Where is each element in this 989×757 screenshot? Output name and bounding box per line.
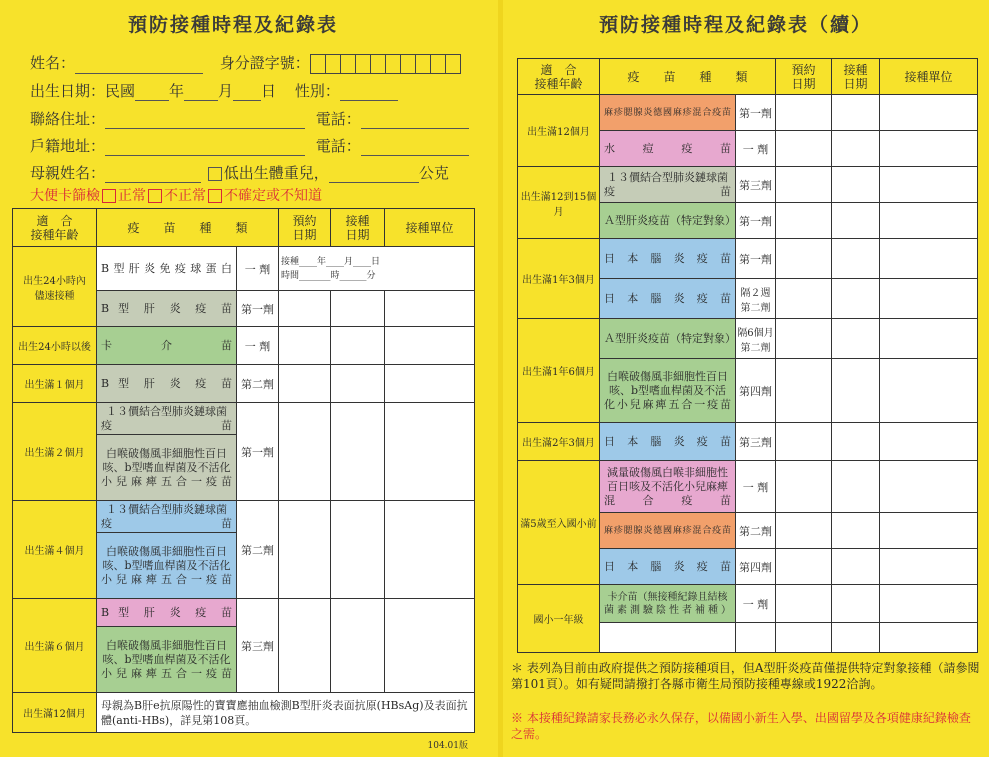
address-row	[30, 108, 469, 129]
planned-cell[interactable]	[776, 95, 832, 131]
vaccine-cell: 日 本 腦 炎 疫 苗	[600, 549, 736, 585]
lowweight-checkbox[interactable]	[208, 167, 222, 181]
vaccine-cell: 白喉破傷風非細胞性百日咳、b型嗜血桿菌及不活化小兒麻痺五合一疫苗	[600, 359, 736, 423]
name-field[interactable]	[75, 58, 203, 74]
dose-cell: 第一劑	[736, 95, 776, 131]
phone1-label: 電話：	[315, 110, 361, 128]
dose-cell: 一 劑	[736, 585, 776, 623]
vaccine-cell: １３價結合型肺炎鏈球菌疫苗	[97, 403, 237, 435]
table-row	[518, 319, 978, 359]
vaccine-cell: 減量破傷風白喉非細胞性百日咳及不活化小兒麻痺混合疫苗	[600, 461, 736, 513]
unit-cell[interactable]	[880, 549, 978, 585]
abnormal-label: 不正常	[164, 188, 206, 204]
unit-cell[interactable]	[385, 327, 475, 365]
dose-cell: 一 劑	[237, 327, 279, 365]
dose-cell: 第二劑	[237, 501, 279, 599]
birth-row	[30, 80, 398, 101]
sex-label: 性別：	[294, 82, 340, 100]
planned-cell[interactable]	[776, 167, 832, 203]
unit-cell[interactable]	[385, 365, 475, 403]
vaccine-cell: B型肝炎免疫球蛋白	[97, 247, 237, 291]
planned-cell[interactable]	[776, 623, 832, 653]
screening-label: 大便卡篩檢	[30, 188, 100, 204]
age-cell: 出生滿１個月	[13, 365, 97, 403]
age-cell: 出生滿1年6個月	[518, 319, 600, 423]
hbig-date-note: 接種____年____月____日	[281, 256, 381, 267]
unit-cell[interactable]	[880, 319, 978, 359]
dose-cell: 第二劑	[237, 365, 279, 403]
given-cell[interactable]	[832, 167, 880, 203]
dose-cell: 一 劑	[736, 131, 776, 167]
given-cell[interactable]	[832, 239, 880, 279]
vaccine-cell: 卡介苗（無接種紀錄且結核菌素測驗陰性者補種）	[600, 585, 736, 623]
header-vaccine: 疫 苗 種 類	[97, 209, 279, 247]
header-given: 接種 日期	[832, 59, 880, 95]
unit-cell[interactable]	[880, 239, 978, 279]
household-field[interactable]	[105, 140, 305, 156]
table-row	[13, 247, 475, 291]
unsure-label: 不確定或不知道	[224, 188, 322, 204]
given-cell[interactable]	[832, 623, 880, 653]
normal-label: 正常	[118, 188, 146, 204]
given-cell[interactable]	[832, 461, 880, 513]
age-cell: 出生滿12個月	[518, 95, 600, 167]
unit-cell[interactable]	[880, 513, 978, 549]
dose-cell: 隔6個月 第二劑	[736, 319, 776, 359]
planned-cell[interactable]	[776, 549, 832, 585]
given-cell[interactable]	[331, 365, 385, 403]
age-cell: 出生滿2年3個月	[518, 423, 600, 461]
vaccine-cell: 白喉破傷風非細胞性百日咳、b型嗜血桿菌及不活化小兒麻痺五合一疫苗	[97, 627, 237, 693]
table-row	[13, 501, 475, 533]
planned-cell[interactable]	[776, 131, 832, 167]
extra-vaccine-cell[interactable]	[600, 623, 736, 653]
age-cell: 出生滿４個月	[13, 501, 97, 599]
vaccine-cell: B 型 肝 炎 疫 苗	[97, 291, 237, 327]
dose-cell: 第一劑	[237, 291, 279, 327]
unit-cell[interactable]	[880, 203, 978, 239]
vaccine-cell: B 型 肝 炎 疫 苗	[97, 365, 237, 403]
left-schedule-table	[12, 208, 475, 733]
given-cell[interactable]	[331, 403, 385, 501]
unit-cell[interactable]	[880, 585, 978, 623]
phone2-field[interactable]	[361, 140, 469, 156]
unit-cell[interactable]	[385, 291, 475, 327]
age-cell: 出生24小時內 儘速接種	[13, 247, 97, 327]
age-cell: 出生滿12個月	[13, 693, 97, 733]
planned-cell[interactable]	[279, 365, 331, 403]
vaccine-cell: Ａ型肝炎疫苗（特定對象）	[600, 203, 736, 239]
table-row	[518, 423, 978, 461]
header-age: 適 合 接種年齡	[518, 59, 600, 95]
vaccine-cell: 日 本 腦 炎 疫 苗	[600, 279, 736, 319]
dose-cell: 第二劑	[736, 513, 776, 549]
table-row	[518, 239, 978, 279]
header-age: 適 合 接種年齡	[13, 209, 97, 247]
month-label: 月	[218, 82, 234, 100]
name-label: 姓名：	[30, 54, 76, 72]
dose-cell: 隔２週 第二劑	[736, 279, 776, 319]
unit-cell[interactable]	[385, 501, 475, 599]
unit-cell[interactable]	[385, 599, 475, 693]
planned-cell[interactable]	[776, 279, 832, 319]
address-field[interactable]	[105, 113, 305, 129]
right-title: 預防接種時程及紀錄表（續）	[599, 14, 873, 36]
table-row	[518, 461, 978, 513]
dose-cell: 第四劑	[736, 359, 776, 423]
given-cell[interactable]	[832, 279, 880, 319]
table-row	[518, 585, 978, 623]
header-unit: 接種單位	[385, 209, 475, 247]
given-cell[interactable]	[832, 549, 880, 585]
birth-month-field[interactable]	[184, 85, 218, 101]
given-cell[interactable]	[331, 327, 385, 365]
dose-cell: 一 劑	[237, 247, 279, 291]
vaccine-cell: １３價結合型肺炎鏈球菌疫苗	[97, 501, 237, 533]
planned-cell[interactable]	[776, 585, 832, 623]
dose-cell: 第一劑	[736, 239, 776, 279]
vaccine-cell: 白喉破傷風非細胞性百日咳、b型嗜血桿菌及不活化小兒麻痺五合一疫苗	[97, 435, 237, 501]
left-title: 預防接種時程及紀錄表	[128, 14, 339, 36]
unit-cell[interactable]	[880, 95, 978, 131]
dose-cell: 第三劑	[736, 423, 776, 461]
dose-cell: 第一劑	[736, 203, 776, 239]
table-row	[518, 95, 978, 131]
header-planned: 預約 日期	[776, 59, 832, 95]
planned-cell[interactable]	[279, 327, 331, 365]
age-cell: 出生滿12到15個月	[518, 167, 600, 239]
table-row	[13, 599, 475, 627]
given-cell[interactable]	[331, 501, 385, 599]
header-unit: 接種單位	[880, 59, 978, 95]
hbig-time-note: 時間_______時______分	[281, 270, 376, 281]
dose-cell: 第三劑	[237, 599, 279, 693]
normal-checkbox[interactable]	[102, 189, 116, 203]
mother-label: 母親姓名：	[30, 164, 106, 182]
unit-cell[interactable]	[385, 403, 475, 501]
given-cell[interactable]	[832, 203, 880, 239]
age-cell: 出生24小時以後	[13, 327, 97, 365]
given-cell[interactable]	[832, 131, 880, 167]
age-cell: 滿5歲至入國小前	[518, 461, 600, 585]
dose-cell: 一 劑	[736, 461, 776, 513]
planned-cell[interactable]	[776, 461, 832, 513]
vaccine-cell: Ａ型肝炎疫苗（特定對象）	[600, 319, 736, 359]
extra-dose-cell[interactable]	[736, 623, 776, 653]
unit-cell[interactable]	[880, 461, 978, 513]
vaccine-cell: 日 本 腦 炎 疫 苗	[600, 239, 736, 279]
weight-field[interactable]	[329, 167, 419, 183]
table-row	[13, 327, 475, 365]
age-cell: 出生滿1年3個月	[518, 239, 600, 319]
planned-cell[interactable]	[776, 239, 832, 279]
age-cell: 出生滿２個月	[13, 403, 97, 501]
sex-field[interactable]	[340, 85, 398, 101]
name-row	[30, 52, 460, 74]
household-label: 戶籍地址：	[30, 137, 106, 155]
right-page	[503, 0, 989, 757]
planned-cell[interactable]	[776, 513, 832, 549]
header-given: 接種 日期	[331, 209, 385, 247]
unit-cell[interactable]	[880, 623, 978, 653]
given-cell[interactable]	[331, 599, 385, 693]
right-schedule-table	[517, 58, 978, 653]
planned-cell[interactable]	[776, 423, 832, 461]
given-cell[interactable]	[832, 319, 880, 359]
lowweight-label: 低出生體重兒，	[223, 164, 329, 182]
planned-cell[interactable]	[279, 291, 331, 327]
unsure-checkbox[interactable]	[208, 189, 222, 203]
keep-record-note: ※ 本接種紀錄請家長務必永久保存，以備國小新生入學、出國留學及各項健康紀錄檢查之需。	[511, 711, 971, 741]
table-row	[13, 365, 475, 403]
unit-cell[interactable]	[880, 359, 978, 423]
vaccine-cell: 日 本 腦 炎 疫 苗	[600, 423, 736, 461]
phone1-field[interactable]	[361, 113, 469, 129]
header-planned: 預約 日期	[279, 209, 331, 247]
unit-cell[interactable]	[880, 131, 978, 167]
vaccine-cell: １３價結合型肺炎鏈球菌疫苗	[600, 167, 736, 203]
given-cell[interactable]	[832, 585, 880, 623]
id-label: 身分證字號：	[219, 54, 310, 72]
birth-day-field[interactable]	[233, 85, 261, 101]
age-cell: 出生滿６個月	[13, 599, 97, 693]
year-label: 年	[169, 82, 185, 100]
table-row	[13, 693, 475, 733]
header-vaccine: 疫 苗 種 類	[600, 59, 776, 95]
hbsag-note: 母親為B肝e抗原陽性的寶寶應抽血檢測B型肝炎表面抗原(HBsAg)及表面抗體(anti-HBs)，詳見第108頁。	[97, 693, 475, 733]
household-row	[30, 135, 469, 156]
government-note: ＊ 表列為目前由政府提供之預防接種項目，但A型肝炎疫苗僅提供特定對象接種（請參閱第101頁）。如有疑問請撥打各縣市衛生局預防接種專線或1922洽詢。	[511, 661, 980, 691]
given-cell[interactable]	[832, 423, 880, 461]
mother-row	[30, 162, 449, 183]
vaccine-cell: B 型 肝 炎 疫 苗	[97, 599, 237, 627]
unit-cell[interactable]	[880, 423, 978, 461]
unit-cell[interactable]	[880, 279, 978, 319]
given-cell[interactable]	[331, 291, 385, 327]
screening-row	[30, 185, 322, 205]
birth-year-field[interactable]	[135, 85, 169, 101]
address-label: 聯絡住址：	[30, 110, 106, 128]
age-cell: 國小一年級	[518, 585, 600, 653]
planned-cell[interactable]	[776, 359, 832, 423]
phone2-label: 電話：	[315, 137, 361, 155]
dose-cell: 第一劑	[237, 403, 279, 501]
vaccine-cell: 麻疹腮腺炎德國麻疹混合疫苗	[600, 513, 736, 549]
given-cell[interactable]	[832, 359, 880, 423]
vaccine-cell: 卡 介 苗	[97, 327, 237, 365]
vaccine-cell: 水 痘 疫 苗	[600, 131, 736, 167]
vaccine-cell: 麻疹腮腺炎德國麻疹混合疫苗	[600, 95, 736, 131]
unit-cell[interactable]	[880, 167, 978, 203]
planned-cell[interactable]	[279, 501, 331, 599]
dose-cell: 第四劑	[736, 549, 776, 585]
vaccine-cell: 白喉破傷風非細胞性百日咳、b型嗜血桿菌及不活化小兒麻痺五合一疫苗	[97, 533, 237, 599]
table-row	[518, 167, 978, 203]
id-boxes[interactable]	[310, 54, 460, 72]
planned-cell[interactable]	[776, 319, 832, 359]
given-cell[interactable]	[832, 95, 880, 131]
version-label: 104.01版	[427, 741, 468, 751]
abnormal-checkbox[interactable]	[148, 189, 162, 203]
gram-label: 公克	[418, 164, 449, 182]
day-label: 日	[261, 82, 277, 100]
table-row	[13, 403, 475, 435]
birth-label: 出生日期：民國	[30, 82, 136, 100]
planned-cell[interactable]	[279, 599, 331, 693]
planned-cell[interactable]	[776, 203, 832, 239]
dose-cell: 第三劑	[736, 167, 776, 203]
hbig-record-cell[interactable]	[279, 247, 475, 291]
mother-field[interactable]	[105, 167, 201, 183]
given-cell[interactable]	[832, 513, 880, 549]
planned-cell[interactable]	[279, 403, 331, 501]
